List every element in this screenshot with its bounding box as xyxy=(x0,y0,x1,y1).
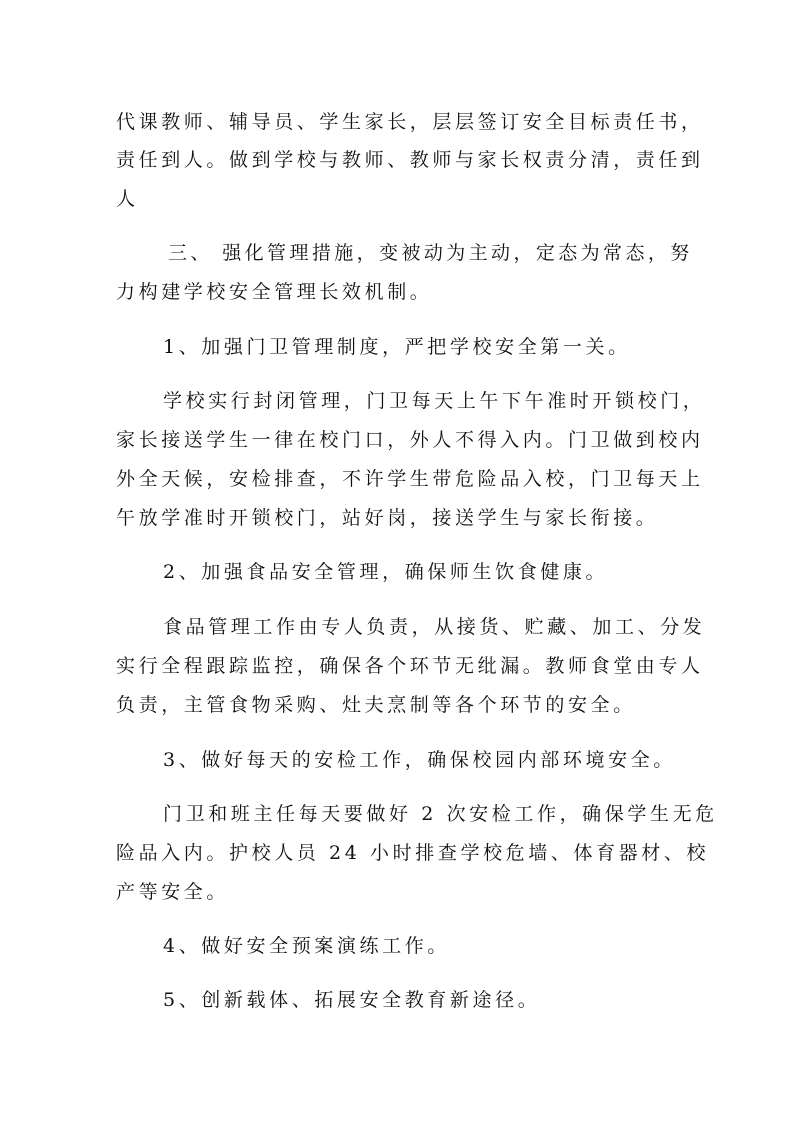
section-heading: 三、 强化管理措施，变被动为主动，定态为常态，努 xyxy=(168,242,693,264)
paragraph-line: 学校实行封闭管理，门卫每天上午下午准时开锁校门， xyxy=(163,390,706,412)
paragraph-line: 实行全程跟踪监控，确保各个环节无纰漏。教师食堂由专人 xyxy=(116,655,704,677)
paragraph-line: 产等安全。 xyxy=(116,881,230,903)
paragraph-line: 门卫和班主任每天要做好 2 次安检工作，确保学生无危 xyxy=(163,803,718,825)
subheading-item-3: 3、做好每天的安检工作，确保校园内部环境安全。 xyxy=(163,749,676,771)
paragraph-line: 人 xyxy=(116,188,139,210)
paragraph-line: 险品入内。护校人员 24 小时排查学校危墙、体育器材、校 xyxy=(116,842,710,864)
paragraph-line: 负责，主管食物采购、灶夫烹制等各个环节的安全。 xyxy=(116,694,636,716)
section-heading-continued: 力构建学校安全管理长效机制。 xyxy=(116,281,433,303)
subheading-item-2: 2、加强食品安全管理，确保师生饮食健康。 xyxy=(163,561,609,583)
paragraph-line: 责任到人。做到学校与教师、教师与家长权责分清，责任到 xyxy=(116,149,704,171)
paragraph-line: 外全天候，安检排查，不许学生带危险品入校，门卫每天上 xyxy=(116,468,704,490)
subheading-item-1: 1、加强门卫管理制度，严把学校安全第一关。 xyxy=(163,336,631,358)
paragraph-line: 家长接送学生一律在校门口，外人不得入内。门卫做到校内 xyxy=(116,429,704,451)
paragraph-line: 代课教师、辅导员、学生家长，层层签订安全目标责任书， xyxy=(116,111,704,133)
paragraph-line: 食品管理工作由专人负责，从接货、贮藏、加工、分发 xyxy=(163,616,706,638)
subheading-item-4: 4、做好安全预案演练工作。 xyxy=(163,935,450,957)
subheading-item-5: 5、创新载体、拓展安全教育新途径。 xyxy=(163,989,541,1011)
paragraph-line: 午放学准时开锁校门，站好岗，接送学生与家长衔接。 xyxy=(116,507,659,529)
